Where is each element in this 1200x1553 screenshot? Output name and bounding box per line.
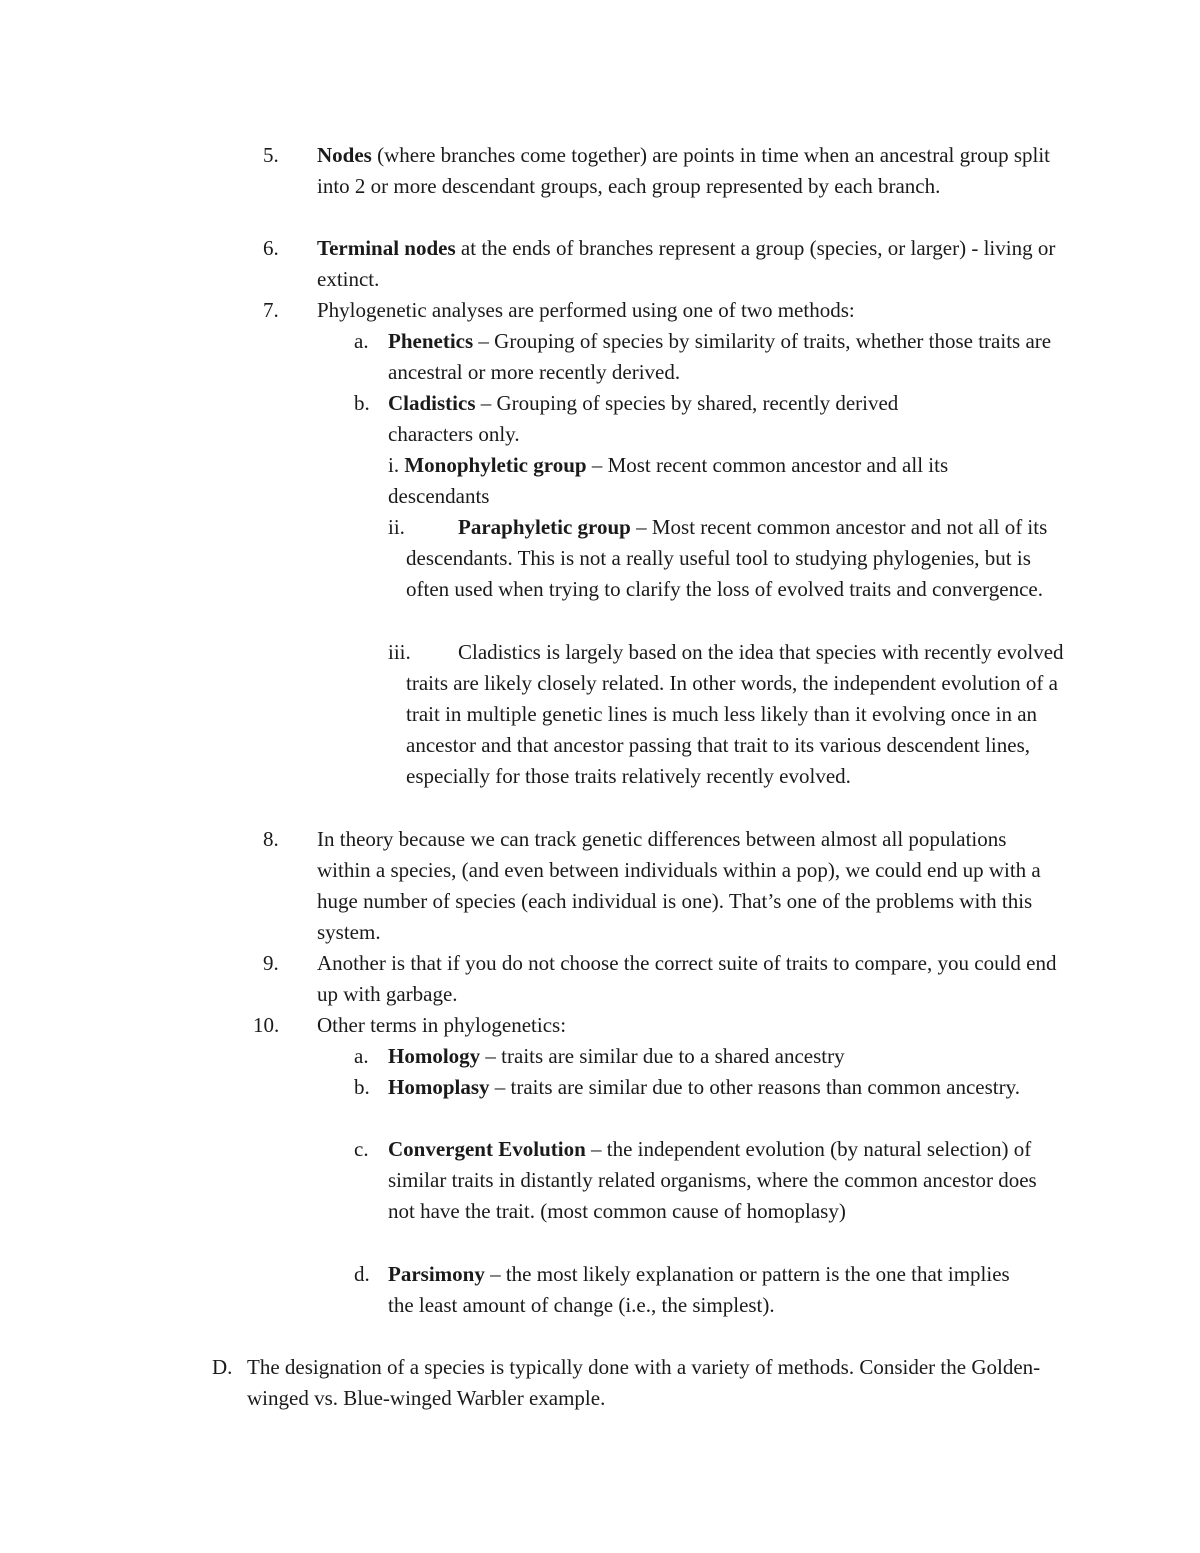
term: Homoplasy [388, 1075, 490, 1099]
list-number: 5. [263, 143, 279, 167]
term: Convergent Evolution [388, 1137, 586, 1161]
list-letter: b. [354, 1075, 370, 1099]
list-roman: ii. [388, 515, 405, 539]
list-text: Phenetics – Grouping of species by similarity of traits, whether those traits are ancestral or more recently derived. [388, 329, 1052, 384]
list-text: Homoplasy – traits are similar due to other reasons than common ancestry. [388, 1075, 1020, 1099]
list-number: 10. [253, 1013, 280, 1037]
term: Terminal nodes [317, 236, 456, 260]
list-text: Phylogenetic analyses are performed using one of two methods: [317, 298, 855, 322]
list-number: 9. [263, 951, 279, 975]
list-text: i. Monophyletic group – Most recent common ancestor and all its descendants [388, 453, 949, 508]
term: Nodes [317, 143, 372, 167]
list-text: Cladistics is largely based on the idea that species with recently evolved traits are likely closely related. In other words, the independent evolution of a trait in multiple genetic lines is much less likely than it evolving once in an ancestor and that ancestor passing that trait to its various descendent lines, especially for those traits relatively recently evolved. [406, 640, 1064, 788]
list-letter: a. [354, 329, 369, 353]
list-text: Terminal nodes at the ends of branches represent a group (species, or larger) - living or extinct. [317, 236, 1056, 291]
term: Phenetics [388, 329, 474, 353]
term: Parsimony [388, 1262, 485, 1286]
list-number: 7. [263, 298, 279, 322]
list-text: Other terms in phylogenetics: [317, 1013, 567, 1037]
list-letter: d. [354, 1262, 370, 1286]
list-text: In theory because we can track genetic differences between almost all populations within a species, (and even between individuals within a pop), we could end up with a huge number of species (each individual is one). That’s one of the problems with this system. [317, 827, 1041, 944]
section-text: The designation of a species is typically done with a variety of methods. Consider the Golden-winged vs. Blue-winged Warbler example. [247, 1355, 1041, 1410]
list-number: 6. [263, 236, 279, 260]
list-text: Another is that if you do not choose the correct suite of traits to compare, you could end up with garbage. [317, 951, 1057, 1006]
term: Monophyletic group [404, 453, 587, 477]
list-text: Nodes (where branches come together) are points in time when an ancestral group split into 2 or more descendant groups, each group represented by each branch. [317, 143, 1051, 198]
term: Cladistics [388, 391, 476, 415]
list-roman: iii. [388, 640, 411, 664]
list-text: Paraphyletic group – Most recent common ancestor and not all of its descendants. This is not a really useful tool to studying phylogenies, but is often used when trying to clarify the loss of evolved traits and convergence. [406, 515, 1048, 601]
list-text: Parsimony – the most likely explanation or pattern is the one that implies the least amount of change (i.e., the simplest). [388, 1262, 1010, 1317]
list-text: Homology – traits are similar due to a shared ancestry [388, 1044, 845, 1068]
list-letter: c. [354, 1137, 369, 1161]
list-text: Convergent Evolution – the independent evolution (by natural selection) of similar traits in distantly related organisms, where the common ancestor does not have the trait. (most common cause of homoplasy) [388, 1137, 1037, 1223]
list-letter: b. [354, 391, 370, 415]
list-number: 8. [263, 827, 279, 851]
list-text: Cladistics – Grouping of species by shared, recently derived characters only. [388, 391, 899, 446]
list-letter: a. [354, 1044, 369, 1068]
list-roman: i. [388, 453, 400, 477]
term: Paraphyletic group [458, 515, 631, 539]
term: Homology [388, 1044, 481, 1068]
section-letter: D. [212, 1355, 233, 1379]
